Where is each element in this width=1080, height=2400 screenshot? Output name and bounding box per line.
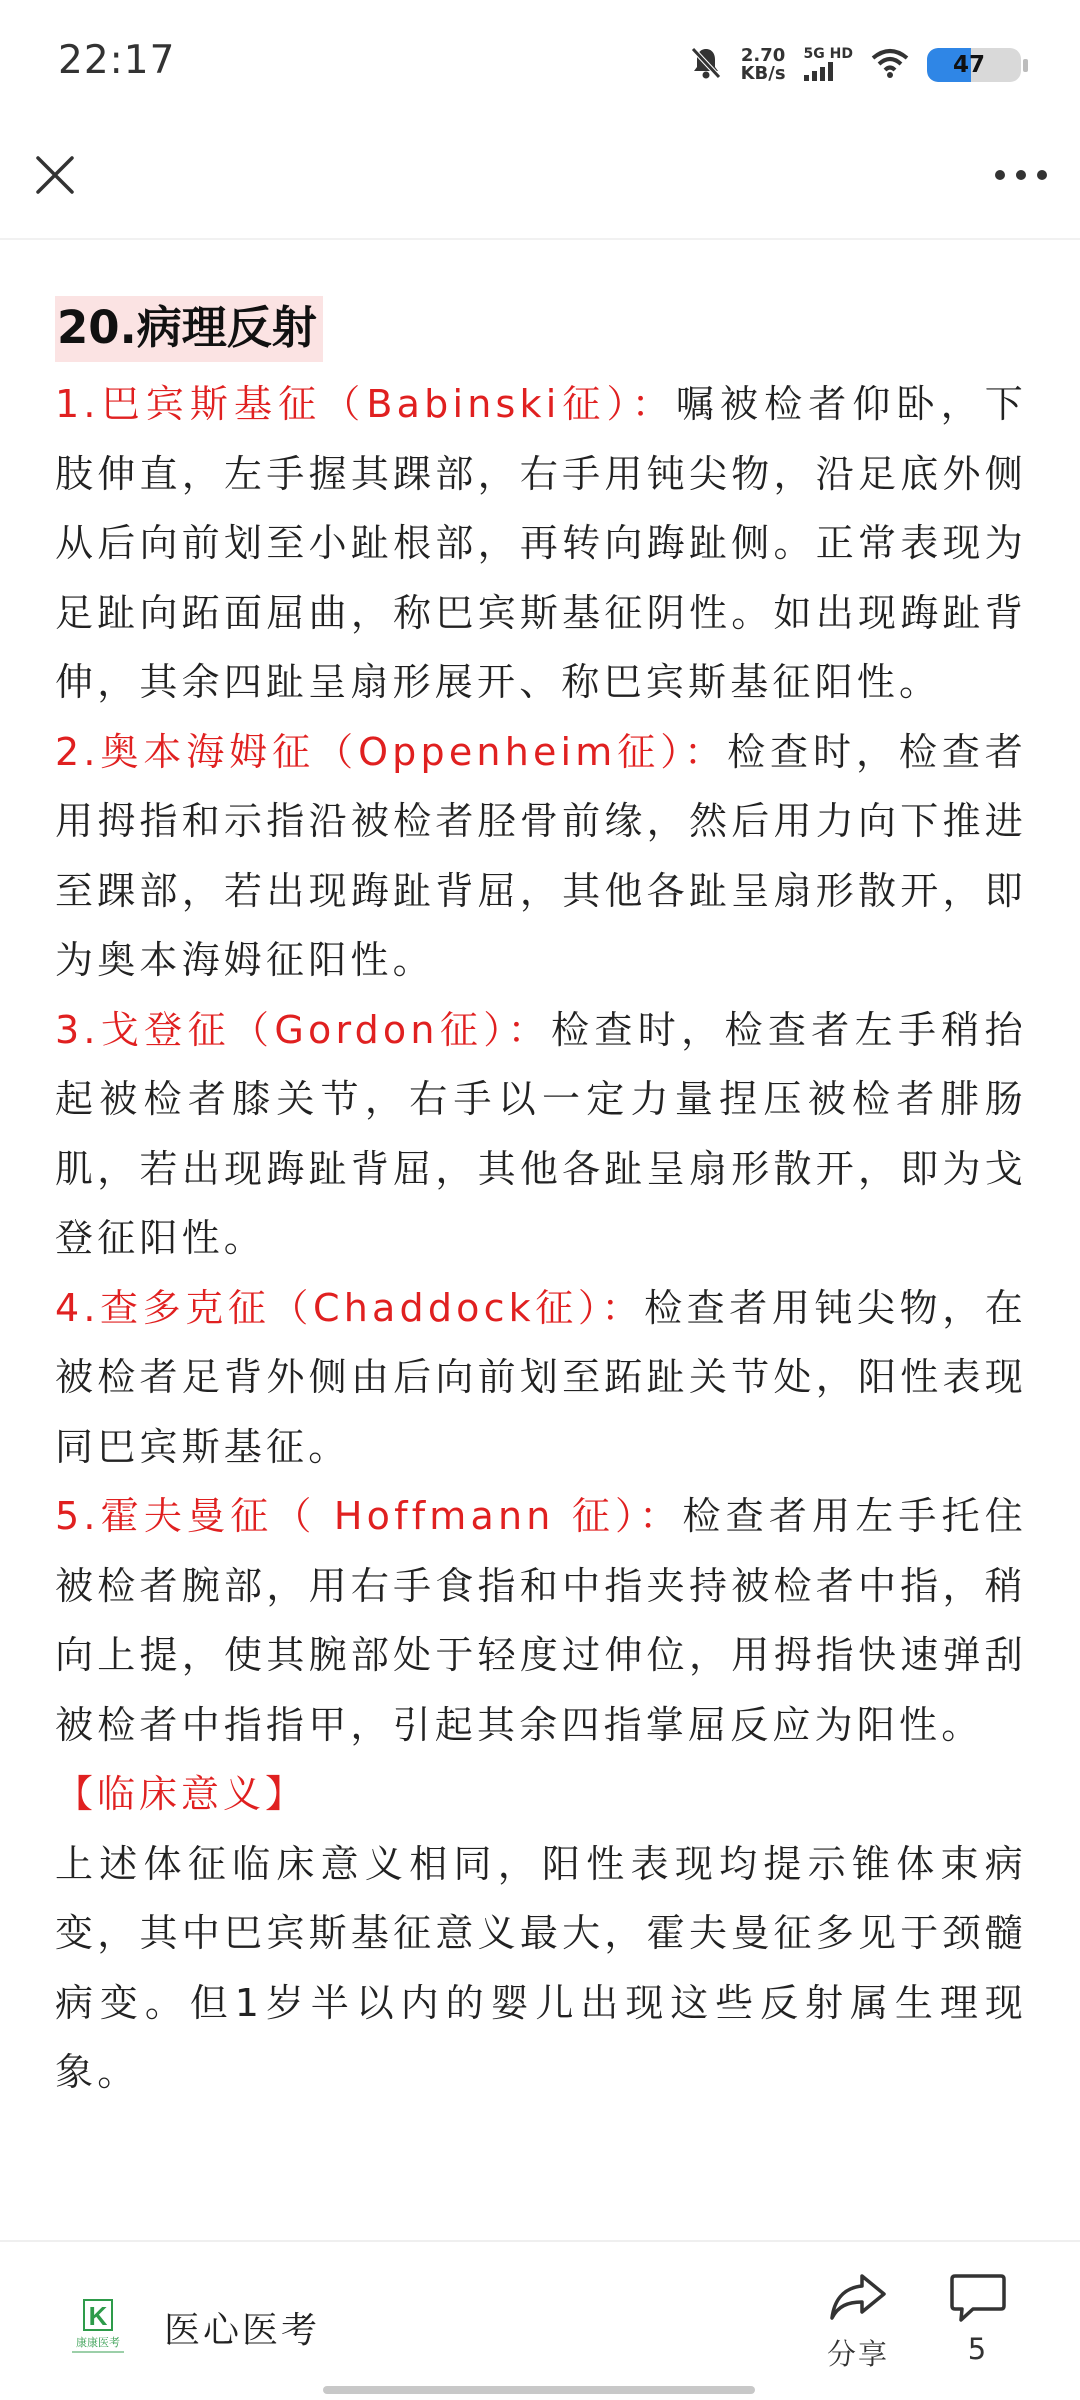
signal-icon (804, 61, 838, 84)
close-button[interactable] (24, 144, 86, 206)
comment-button[interactable] (940, 2272, 1016, 2382)
bell-mute-icon (689, 45, 723, 85)
clinical-heading: 【临床意义】 (55, 1772, 308, 1816)
item-chaddock (55, 1274, 1027, 1483)
brand-name[interactable]: 医心医考 (164, 2310, 321, 2351)
battery-cap (1023, 59, 1028, 72)
item-body: 检查者用左手托住被检者腕部，用右手食指和中指夹持被检者中指，稍向上提，使其腕部处于轻度过伸位，用拇指快速弹刮被检者中指指甲，引起其余四指掌屈反应为阳性。 (55, 1494, 1027, 1747)
comment-icon (949, 2272, 1007, 2324)
share-icon (828, 2272, 888, 2324)
network-type: 5G HD (803, 45, 853, 62)
home-indicator[interactable] (323, 2386, 755, 2394)
item-body: 嘱被检者仰卧，下肢伸直，左手握其踝部，右手用钝尖物，沿足底外侧从后向前划至小趾根部，再转向踇趾侧。正常表现为足趾向跖面屈曲，称巴宾斯基征阴性。如出现踇趾背伸，其余四趾呈扇形展开、称巴宾斯基征阳性。 (55, 382, 1027, 704)
item-body: 检查时，检查者左手稍抬起被检者膝关节，右手以一定力量捏压被检者腓肠肌，若出现踇趾背屈，其他各趾呈扇形散开，即为戈登征阳性。 (55, 1007, 1027, 1260)
net-speed-value: 2.70 (740, 45, 786, 66)
share-label: 分享 (826, 2337, 889, 2371)
battery (927, 48, 1021, 82)
item-body: 检查者用钝尖物，在被检者足背外侧由后向前划至跖趾关节处，阳性表现同巴宾斯基征。 (55, 1285, 1027, 1469)
logo-text: 康康医考 (76, 2336, 120, 2349)
share-button[interactable] (820, 2272, 896, 2382)
status-time: 22:17 (58, 38, 176, 83)
article-content (55, 296, 1027, 2108)
item-heading: 4.查多克征（Chaddock征）： (55, 1285, 645, 1330)
network-tag (804, 47, 853, 84)
more-icon (994, 169, 1048, 181)
more-button[interactable] (986, 144, 1056, 206)
status-bar (0, 0, 1080, 130)
item-gordon (55, 996, 1027, 1274)
close-icon (35, 155, 75, 195)
item-oppenheim (55, 718, 1027, 996)
item-babinski (55, 370, 1027, 718)
status-icons (689, 40, 1028, 90)
wifi-icon (871, 48, 909, 82)
battery-level: 47 (952, 52, 985, 78)
clinical-body: 上述体征临床意义相同，阳性表现均提示锥体束病变，其中巴宾斯基征意义最大，霍夫曼征多见于颈髓病变。但1岁半以内的婴儿出现这些反射属生理现象。 (55, 1841, 1027, 2094)
item-hoffmann (55, 1482, 1027, 1760)
item-heading: 2.奥本海姆征（Oppenheim征）： (55, 729, 728, 774)
item-heading: 5.霍夫曼征（ Hoffmann 征）： (55, 1494, 683, 1538)
item-body: 检查时，检查者用拇指和示指沿被检者胫骨前缘，然后用力向下推进至踝部，若出现踇趾背屈，其他各趾呈扇形散开，即为奥本海姆征阳性。 (55, 729, 1027, 982)
comment-count: 5 (967, 2332, 989, 2366)
battery-icon (927, 48, 1028, 82)
brand-logo[interactable] (66, 2298, 130, 2358)
item-heading: 3.戈登征（Gordon征）： (55, 1007, 551, 1052)
top-nav (0, 130, 1080, 240)
net-speed (741, 47, 786, 83)
logo-letter: K (88, 2301, 108, 2331)
net-speed-unit: KB/s (740, 63, 786, 84)
section-title: 20.病理反射 (55, 296, 323, 362)
item-heading: 1.巴宾斯基征（Babinski征）： (55, 382, 676, 426)
bottom-bar (0, 2240, 1080, 2400)
